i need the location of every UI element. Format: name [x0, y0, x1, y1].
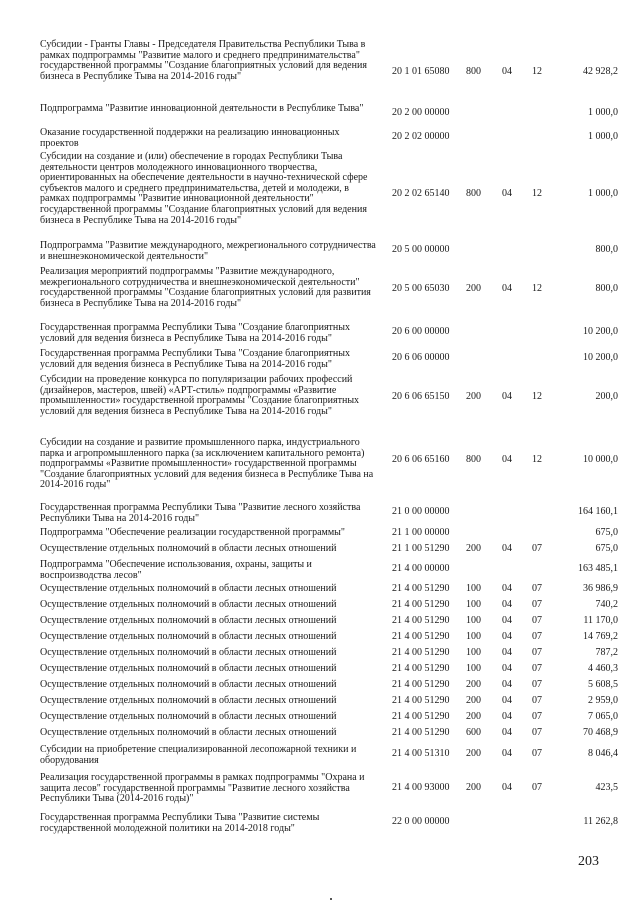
row-section: 04: [502, 727, 512, 738]
row-amount: 800,0: [595, 283, 618, 294]
row-section: 04: [502, 583, 512, 594]
row-expense-type: 100: [466, 647, 481, 658]
row-description: Осуществление отдельных полномочий в области лесных отношений: [40, 647, 337, 658]
row-subsection: 07: [532, 748, 542, 759]
row-subsection: 07: [532, 727, 542, 738]
row-subsection: 12: [532, 283, 542, 294]
row-description: Субсидии на создание и развитие промышленного парка, индустриального парка и агропромышленного парка (за исключением капитального ремонта) подпрограммы «Развитие промышленности» государственной программы "Создание благоприятных условий для ведения бизнеса в Республике Тыва на 2014-2016 годы": [40, 437, 374, 491]
row-amount: 10 000,0: [583, 454, 618, 465]
row-description: Субсидии на создание и (или) обеспечение в городах Республики Тыва деятельности центров молодежного инновационного творчества, ориентированных на обеспечение деятельности в научно-технической сфере субъектов малого и среднего предпринимательства, детей и молодежи, в рамках подпрограммы "Развитие инновационной деятельности" государственной программы "Создание благоприятных условий для ведения бизнеса в Республике Тыва на 2014-2016 годы": [40, 151, 368, 226]
row-description: Государственная программа Республики Тыва "Развитие системы государственной молодежной политики на 2014-2018 годы": [40, 812, 320, 834]
row-subsection: 07: [532, 663, 542, 674]
row-subsection: 12: [532, 188, 542, 199]
row-amount: 5 608,5: [588, 679, 618, 690]
row-description: Осуществление отдельных полномочий в области лесных отношений: [40, 727, 337, 738]
row-description: Реализация государственной программы в рамках подпрограммы "Охрана и защита лесов" государственной программы "Развитие лесного хозяйства Республики Тыва (2014-2016 годы)": [40, 772, 365, 805]
row-code: 21 4 00 51290: [392, 599, 450, 610]
row-code: 21 4 00 51290: [392, 711, 450, 722]
row-amount: 10 200,0: [583, 326, 618, 337]
row-code: 20 1 01 65080: [392, 66, 450, 77]
row-amount: 1 000,0: [588, 107, 618, 118]
row-amount: 7 065,0: [588, 711, 618, 722]
row-description: Осуществление отдельных полномочий в области лесных отношений: [40, 599, 337, 610]
row-amount: 70 468,9: [583, 727, 618, 738]
row-description: Государственная программа Республики Тыва "Развитие лесного хозяйства Республики Тыва на 2014-2016 годы": [40, 502, 361, 524]
row-expense-type: 600: [466, 727, 481, 738]
row-subsection: 07: [532, 695, 542, 706]
row-expense-type: 200: [466, 679, 481, 690]
row-expense-type: 800: [466, 454, 481, 465]
row-amount: 423,5: [595, 782, 618, 793]
row-subsection: 12: [532, 454, 542, 465]
row-section: 04: [502, 748, 512, 759]
row-description: Государственная программа Республики Тыва "Создание благоприятных условий для ведения бизнеса в Республике Тыва на 2014-2016 годы": [40, 322, 350, 344]
row-amount: 11 262,8: [583, 816, 618, 827]
row-amount: 1 000,0: [588, 131, 618, 142]
row-subsection: 12: [532, 391, 542, 402]
row-amount: 800,0: [595, 244, 618, 255]
row-description: Осуществление отдельных полномочий в области лесных отношений: [40, 695, 337, 706]
row-amount: 42 928,2: [583, 66, 618, 77]
row-description: Субсидии - Гранты Главы - Председателя Правительства Республики Тыва в рамках подпрограммы "Развитие малого и среднего предпринимательства" государственной программы "Создание благоприятных условий для ведения бизнеса в Республике Тыва на 2014-2016 годы": [40, 39, 367, 82]
row-description: Осуществление отдельных полномочий в области лесных отношений: [40, 583, 337, 594]
row-code: 21 4 00 51290: [392, 631, 450, 642]
row-description: Подпрограмма "Обеспечение использования, охраны, защиты и воспроизводства лесов": [40, 559, 312, 581]
row-amount: 164 160,1: [578, 506, 618, 517]
row-amount: 10 200,0: [583, 352, 618, 363]
row-description: Оказание государственной поддержки на реализацию инновационных проектов: [40, 127, 340, 149]
row-code: 20 6 06 65150: [392, 391, 450, 402]
row-section: 04: [502, 391, 512, 402]
row-expense-type: 800: [466, 66, 481, 77]
row-amount: 36 986,9: [583, 583, 618, 594]
row-description: Подпрограмма "Обеспечение реализации государственной программы": [40, 527, 345, 538]
row-section: 04: [502, 679, 512, 690]
row-code: 21 4 00 00000: [392, 563, 450, 574]
row-code: 22 0 00 00000: [392, 816, 450, 827]
row-code: 21 0 00 00000: [392, 506, 450, 517]
row-code: 21 4 00 51290: [392, 695, 450, 706]
row-section: 04: [502, 66, 512, 77]
row-code: 21 4 00 51290: [392, 663, 450, 674]
row-description: Субсидии на приобретение специализированной лесопожарной техники и оборудования: [40, 744, 357, 766]
row-code: 21 4 00 51290: [392, 615, 450, 626]
row-expense-type: 100: [466, 615, 481, 626]
row-expense-type: 100: [466, 599, 481, 610]
row-code: 20 2 00 00000: [392, 107, 450, 118]
row-code: 21 1 00 00000: [392, 527, 450, 538]
row-description: Государственная программа Республики Тыва "Создание благоприятных условий для ведения бизнеса в Республике Тыва на 2014-2016 годы": [40, 348, 350, 370]
row-subsection: 07: [532, 782, 542, 793]
row-description: Подпрограмма "Развитие международного, межрегионального сотрудничества и внешнеэкономической деятельности": [40, 240, 376, 262]
row-section: 04: [502, 599, 512, 610]
row-description: Осуществление отдельных полномочий в области лесных отношений: [40, 543, 337, 554]
row-code: 21 4 00 51290: [392, 727, 450, 738]
row-amount: 14 769,2: [583, 631, 618, 642]
scan-mark: [330, 898, 332, 900]
row-subsection: 12: [532, 66, 542, 77]
row-expense-type: 100: [466, 583, 481, 594]
row-code: 20 6 06 65160: [392, 454, 450, 465]
row-subsection: 07: [532, 711, 542, 722]
row-section: 04: [502, 631, 512, 642]
row-code: 20 5 00 00000: [392, 244, 450, 255]
row-description: Осуществление отдельных полномочий в области лесных отношений: [40, 679, 337, 690]
row-expense-type: 100: [466, 631, 481, 642]
row-description: Осуществление отдельных полномочий в области лесных отношений: [40, 663, 337, 674]
row-description: Реализация мероприятий подпрограммы "Развитие международного, межрегионального сотрудничества и внешнеэкономической деятельности" государственной программы "Создание благоприятных условий для развития бизнеса в Республике Тыва на 2014-2016 годы": [40, 266, 371, 309]
row-amount: 8 046,4: [588, 748, 618, 759]
row-section: 04: [502, 543, 512, 554]
row-description: Осуществление отдельных полномочий в области лесных отношений: [40, 711, 337, 722]
row-subsection: 07: [532, 615, 542, 626]
row-description: Осуществление отдельных полномочий в области лесных отношений: [40, 631, 337, 642]
row-subsection: 07: [532, 679, 542, 690]
row-expense-type: 100: [466, 663, 481, 674]
row-section: 04: [502, 695, 512, 706]
page-number: 203: [578, 854, 599, 869]
row-code: 21 4 00 51290: [392, 679, 450, 690]
row-amount: 200,0: [595, 391, 618, 402]
row-subsection: 07: [532, 599, 542, 610]
row-section: 04: [502, 782, 512, 793]
row-code: 21 4 00 51290: [392, 647, 450, 658]
row-amount: 787,2: [595, 647, 618, 658]
row-code: 21 1 00 51290: [392, 543, 450, 554]
row-section: 04: [502, 647, 512, 658]
row-section: 04: [502, 615, 512, 626]
row-expense-type: 200: [466, 748, 481, 759]
row-amount: 2 959,0: [588, 695, 618, 706]
row-code: 20 2 02 00000: [392, 131, 450, 142]
row-section: 04: [502, 188, 512, 199]
row-expense-type: 200: [466, 283, 481, 294]
row-amount: 163 485,1: [578, 563, 618, 574]
row-expense-type: 200: [466, 391, 481, 402]
row-code: 21 4 00 93000: [392, 782, 450, 793]
row-amount: 740,2: [595, 599, 618, 610]
row-amount: 675,0: [595, 543, 618, 554]
row-subsection: 07: [532, 631, 542, 642]
row-code: 21 4 00 51290: [392, 583, 450, 594]
row-subsection: 07: [532, 583, 542, 594]
row-subsection: 07: [532, 543, 542, 554]
row-code: 20 6 00 00000: [392, 326, 450, 337]
row-code: 20 5 00 65030: [392, 283, 450, 294]
row-description: Подпрограмма "Развитие инновационной деятельности в Республике Тыва": [40, 103, 364, 114]
row-section: 04: [502, 454, 512, 465]
row-expense-type: 800: [466, 188, 481, 199]
row-description: Осуществление отдельных полномочий в области лесных отношений: [40, 615, 337, 626]
row-code: 21 4 00 51310: [392, 748, 450, 759]
row-amount: 1 000,0: [588, 188, 618, 199]
row-expense-type: 200: [466, 782, 481, 793]
row-section: 04: [502, 711, 512, 722]
row-description: Субсидии на проведение конкурса по популяризации рабочих профессий (дизайнеров, мастеров, швей) «АРТ-стиль» подпрограммы «Развитие промышленности» государственной программы "Создание благоприятных условий для ведения бизнеса в Республике Тыва на 2014-2016 годы": [40, 374, 360, 417]
row-section: 04: [502, 283, 512, 294]
row-expense-type: 200: [466, 543, 481, 554]
row-section: 04: [502, 663, 512, 674]
row-subsection: 07: [532, 647, 542, 658]
row-expense-type: 200: [466, 711, 481, 722]
row-amount: 675,0: [595, 527, 618, 538]
row-amount: 11 170,0: [583, 615, 618, 626]
row-expense-type: 200: [466, 695, 481, 706]
row-code: 20 2 02 65140: [392, 188, 450, 199]
row-amount: 4 460,3: [588, 663, 618, 674]
row-code: 20 6 06 00000: [392, 352, 450, 363]
